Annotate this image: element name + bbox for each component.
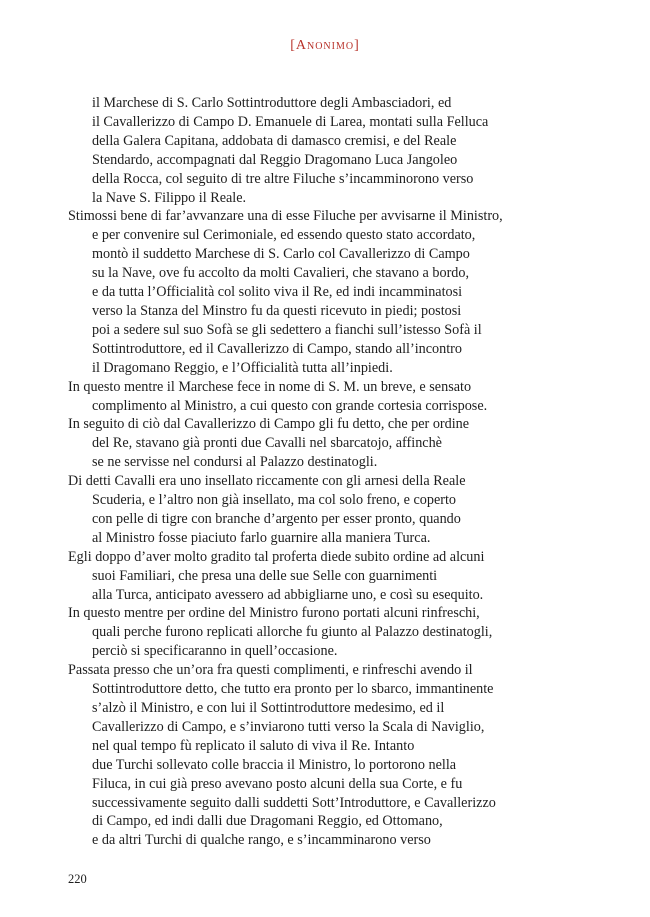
- text-line: Sottintroduttore detto, che tutto era pronto per lo sbarco, immantinente: [92, 681, 494, 698]
- text-line: In questo mentre il Marchese fece in nome di S. M. un breve, e sensato: [68, 378, 472, 395]
- text-line: della Rocca, col seguito di tre altre Filuche s’incamminorono verso: [92, 170, 474, 187]
- text-line: di Campo, ed indi dalli due Dragomani Reggio, ed Ottomano,: [92, 813, 443, 830]
- paragraph: [68, 415, 538, 472]
- text-line: Egli doppo d’aver molto gradito tal proferta diede subito ordine ad alcuni: [68, 548, 485, 565]
- running-head: [Anonimo]: [290, 38, 360, 53]
- text-line: quali perche furono replicati allorche fu giunto al Palazzo destinatogli,: [92, 624, 493, 641]
- text-line: Passata presso che un’ora fra questi complimenti, e rinfreschi avendo il: [68, 662, 473, 679]
- paragraph: [68, 472, 538, 548]
- text-line: Sottintroduttore, ed il Cavallerizzo di Campo, stando all’incontro: [92, 340, 462, 357]
- text-line: della Galera Capitana, addobata di damasco cremisi, e del Reale: [92, 132, 457, 149]
- text-line: del Re, stavano già pronti due Cavalli nel sbarcatojo, affinchè: [92, 435, 442, 452]
- text-line: al Ministro fosse piaciuto farlo guarnire alla maniera Turca.: [92, 529, 431, 546]
- text-line: il Marchese di S. Carlo Sottintroduttore degli Ambasciadori, ed: [92, 95, 452, 111]
- text-line: e da altri Turchi di qualche rango, e s’incamminarono verso: [92, 832, 431, 849]
- paragraph: [68, 661, 538, 850]
- text-line: verso la Stanza del Minstro fu da questi ricevuto in piedi; postosi: [92, 302, 462, 319]
- text-line: poi a sedere sul suo Sofà se gli sedettero a fianchi sull’istesso Sofà il: [92, 321, 482, 338]
- text-line: il Cavallerizzo di Campo D. Emanuele di Larea, montati sulla Felluca: [92, 113, 489, 130]
- text-line: s’alzò il Ministro, e con lui il Sottintroduttore medesimo, ed il: [92, 700, 445, 716]
- text-line: complimento al Ministro, a cui questo con grande cortesia corrispose.: [92, 397, 488, 414]
- text-line: se ne servisse nel condursi al Palazzo destinatogli.: [92, 454, 378, 471]
- text-line: con pelle di tigre con branche d’argento per esser pronto, quando: [92, 510, 461, 527]
- text-line: nel qual tempo fù replicato il saluto di viva il Re. Intanto: [92, 737, 415, 754]
- text-line: la Nave S. Filippo il Reale.: [92, 189, 247, 206]
- text-line: il Dragomano Reggio, e l’Officialità tutta all’inpiedi.: [92, 359, 393, 376]
- page-number: 220: [68, 872, 87, 886]
- text-line: e per convenire sul Cerimoniale, ed essendo questo stato accordato,: [92, 227, 476, 244]
- text-line: In questo mentre per ordine del Ministro furono portati alcuni rinfreschi,: [68, 605, 480, 622]
- text-line: alla Turca, anticipato avessero ad abbigliarne uno, e così su esequito.: [92, 586, 484, 603]
- text-line: Stendardo, accompagnati dal Reggio Dragomano Luca Jangoleo: [92, 151, 458, 168]
- paragraph: [68, 94, 538, 207]
- paragraph: [68, 604, 538, 661]
- text-line: successivamente seguito dalli suddetti Sott’Introduttore, e Cavallerizzo: [92, 794, 496, 811]
- text-line: Stimossi bene di far’avvanzare una di esse Filuche per avvisarne il Ministro,: [68, 208, 503, 225]
- text-line: Di detti Cavalli era uno insellato riccamente con gli arnesi della Reale: [68, 473, 466, 490]
- text-line: In seguito di ciò dal Cavallerizzo di Campo gli fu detto, che per ordine: [68, 416, 470, 433]
- text-line: due Turchi sollevato colle braccia il Ministro, lo portorono nella: [92, 756, 457, 773]
- body-text: [68, 94, 538, 850]
- text-line: Scuderia, e l’altro non già insellato, ma col solo freno, e coperto: [92, 492, 457, 509]
- text-line: e da tutta l’Officialità col solito viva il Re, ed indi incamminatosi: [92, 284, 463, 301]
- paragraph: [68, 378, 538, 416]
- text-line: suoi Familiari, che presa una delle sue Selle con guarnimenti: [92, 567, 438, 584]
- paragraph: [68, 548, 538, 605]
- text-line: montò il suddetto Marchese di S. Carlo col Cavallerizzo di Campo: [92, 246, 470, 263]
- text-line: Filuca, in cui già preso avevano posto alcuni della sua Corte, e fu: [92, 775, 463, 792]
- text-line: su la Nave, ove fu accolto da molti Cavalieri, che stavano a bordo,: [92, 265, 470, 282]
- paragraph: [68, 207, 538, 377]
- text-line: perciò si specificaranno in quell’occasione.: [92, 643, 338, 660]
- text-line: Cavallerizzo di Campo, e s’inviarono tutti verso la Scala di Naviglio,: [92, 718, 485, 735]
